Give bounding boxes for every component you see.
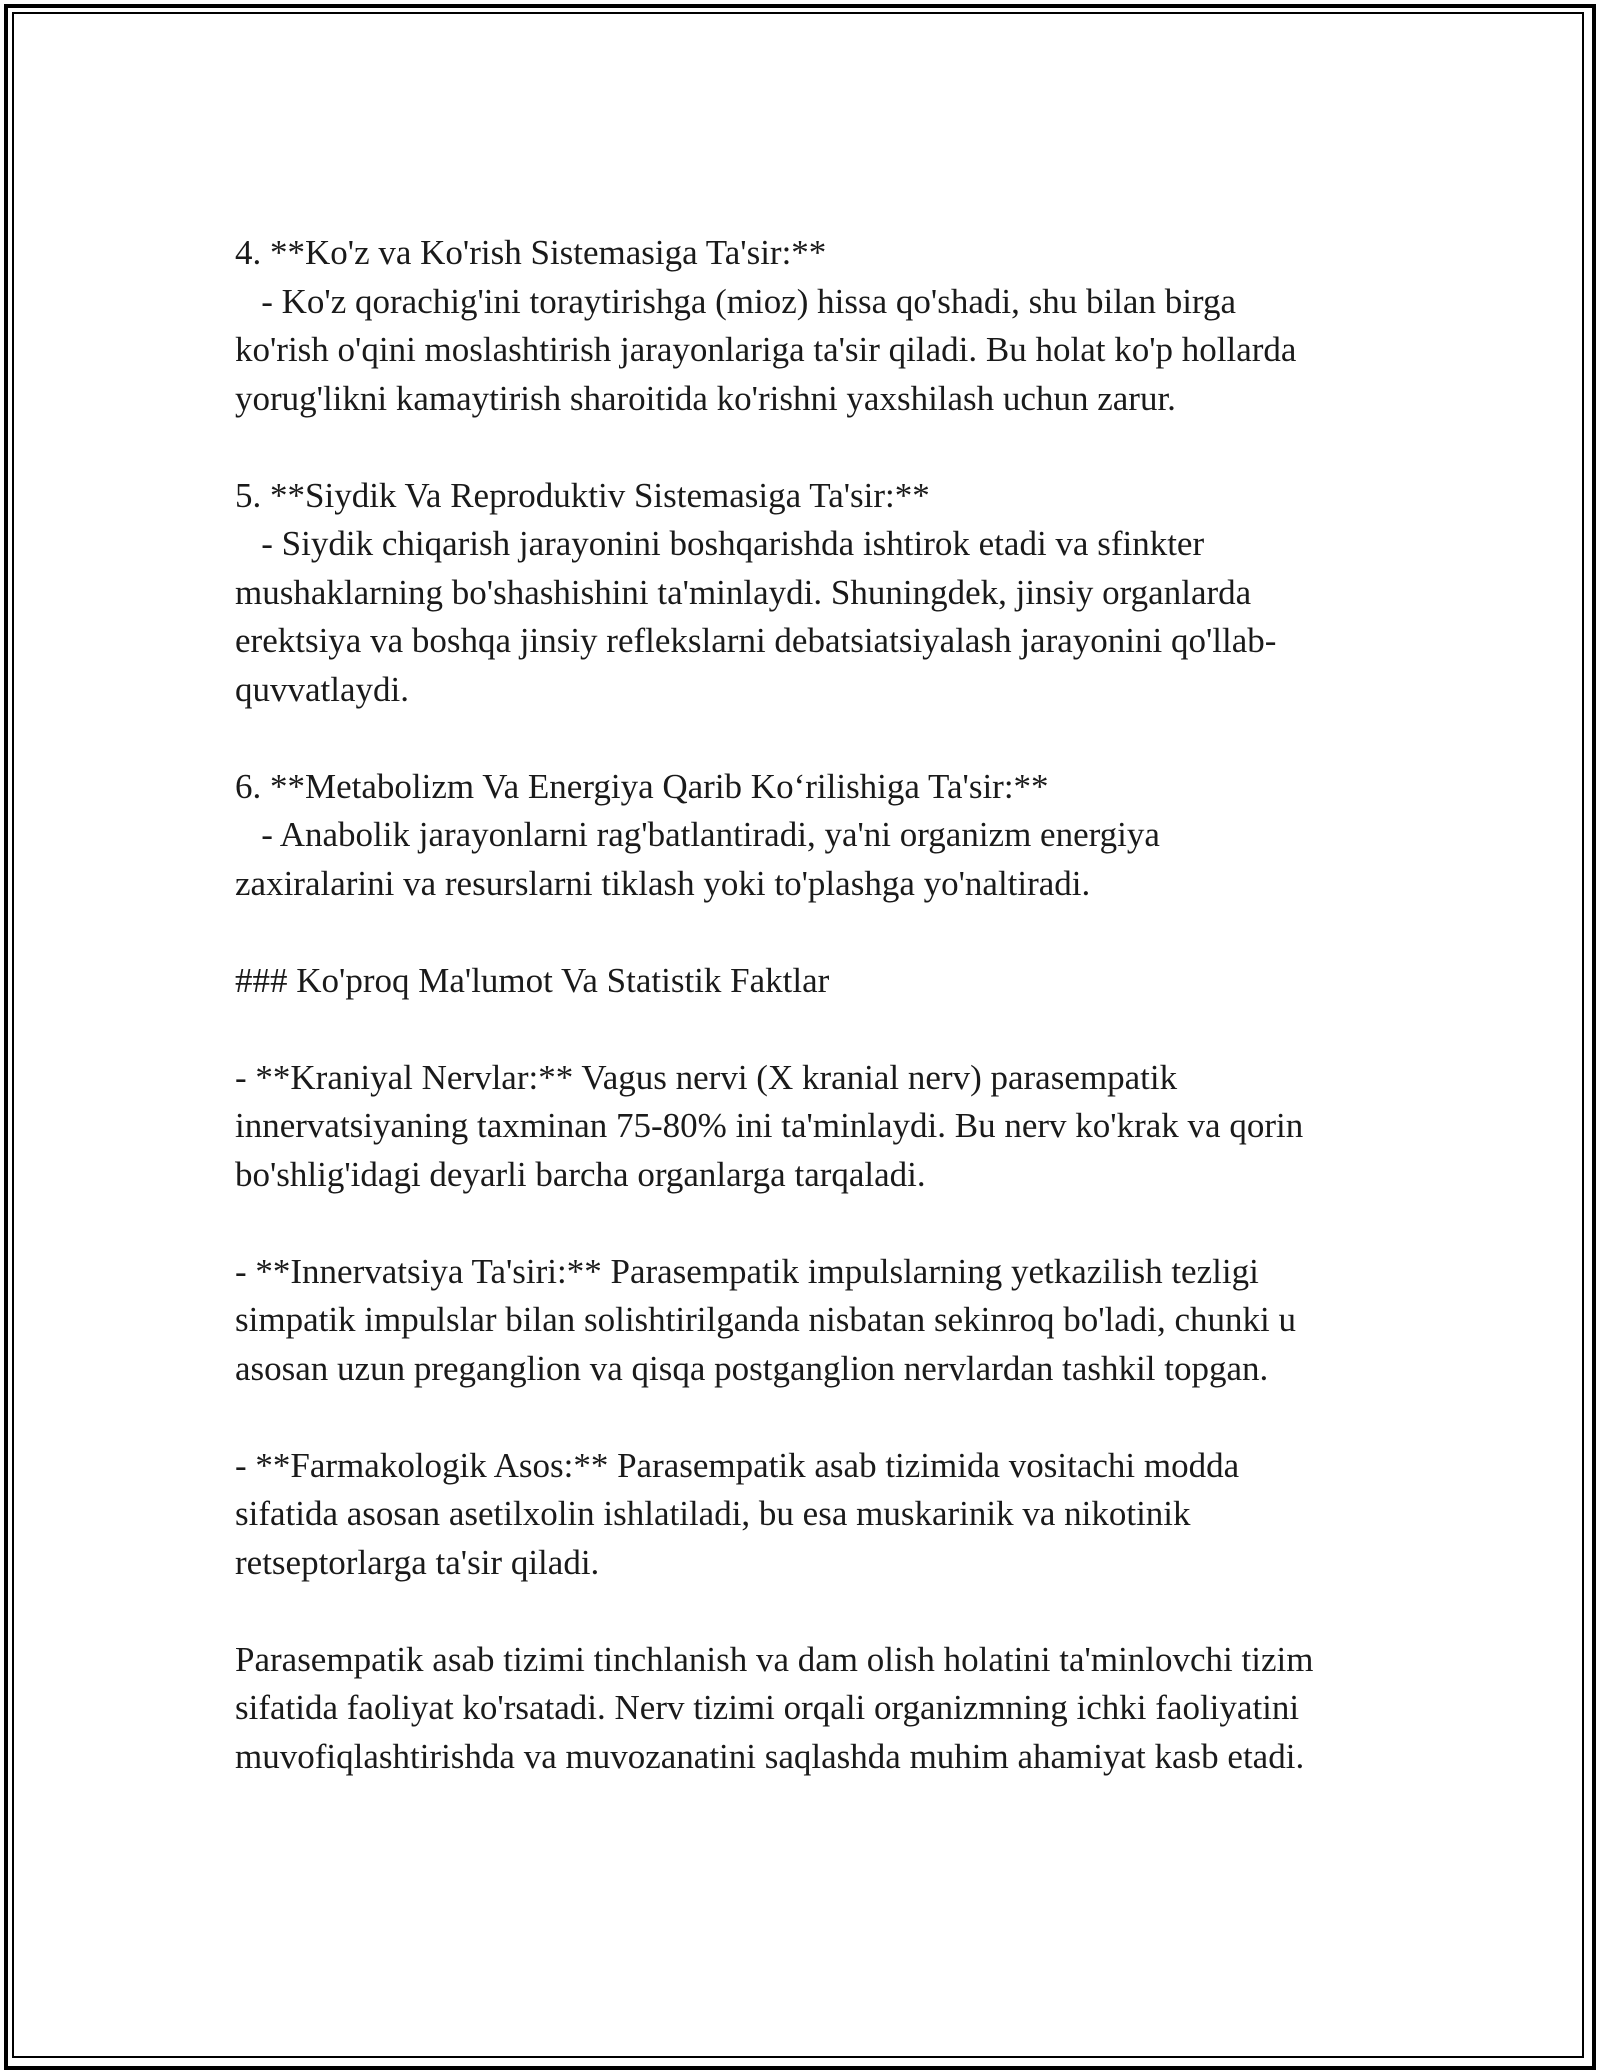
- list-item-line: - **Innervatsiya Ta'siri:** Parasempatik impulslarning yetkazilish tezligi: [235, 1251, 1259, 1291]
- paragraph-line: - Siydik chiqarish jarayonini boshqarishda ishtirok etadi va sfinkter: [235, 524, 1205, 563]
- section-metabolism: [235, 763, 1375, 909]
- subheading: ### Ko'proq Ma'lumot Va Statistik Faktlar: [235, 960, 830, 1000]
- list-item-line: innervatsiyaning taxminan 75-80% ini ta'minlaydi. Bu nerv ko'krak va qorin: [235, 1106, 1304, 1145]
- paragraph-line: - Ko'z qorachig'ini toraytirishga (mioz) hissa qo'shadi, shu bilan birga: [235, 281, 1236, 321]
- section-eye-effect: [235, 229, 1375, 423]
- section-heading: 6. **Metabolizm Va Energiya Qarib Ko‘rilishiga Ta'sir:**: [235, 766, 1049, 806]
- paragraph-line: ko'rish o'qini moslashtirish jarayonlariga ta'sir qiladi. Bu holat ko'p hollarda: [235, 330, 1297, 369]
- section-more-info-heading: [235, 957, 1375, 1006]
- paragraph-line: muvofiqlashtirishda va muvozanatini saqlashda muhim ahamiyat kasb etadi.: [235, 1736, 1305, 1776]
- paragraph-line: mushaklarning bo'shashishini ta'minlaydi. Shuningdek, jinsiy organlarda: [235, 572, 1252, 612]
- paragraph-line: yorug'likni kamaytirish sharoitida ko'rishni yaxshilash uchun zarur.: [235, 378, 1176, 418]
- fact-cranial-nerves: [235, 1054, 1375, 1200]
- section-heading: 4. **Ko'z va Ko'rish Sistemasiga Ta'sir:**: [235, 233, 827, 272]
- fact-pharmacology: [235, 1442, 1375, 1588]
- paragraph-line: Parasempatik asab tizimi tinchlanish va dam olish holatini ta'minlovchi tizim: [235, 1639, 1314, 1679]
- paragraph-line: erektsiya va boshqa jinsiy reflekslarni debatsiatsiyalash jarayonini qo'llab-: [235, 621, 1277, 660]
- section-heading: 5. **Siydik Va Reproduktiv Sistemasiga Ta'sir:**: [235, 475, 930, 515]
- list-item-line: asosan uzun preganglion va qisqa postganglion nervlardan tashkil topgan.: [235, 1348, 1269, 1388]
- list-item-line: simpatik impulslar bilan solishtirilganda nisbatan sekinroq bo'ladi, chunki u: [235, 1300, 1297, 1339]
- list-item-line: retseptorlarga ta'sir qiladi.: [235, 1542, 600, 1582]
- paragraph-line: sifatida faoliyat ko'rsatadi. Nerv tizimi orqali organizmning ichki faoliyatini: [235, 1688, 1300, 1727]
- section-urinary-reproductive: [235, 472, 1375, 715]
- paragraph-line: zaxiralarini va resurslarni tiklash yoki to'plashga yo'naltiradi.: [235, 863, 1091, 903]
- conclusion-paragraph: [235, 1636, 1375, 1782]
- list-item-line: sifatida asosan asetilxolin ishlatiladi, bu esa muskarinik va nikotinik: [235, 1494, 1191, 1533]
- list-item-line: bo'shlig'idagi deyarli barcha organlarga tarqaladi.: [235, 1154, 926, 1194]
- list-item-line: - **Kraniyal Nervlar:** Vagus nervi (X kranial nerv) parasempatik: [235, 1057, 1178, 1097]
- paragraph-line: quvvatlaydi.: [235, 669, 409, 709]
- list-item-line: - **Farmakologik Asos:** Parasempatik asab tizimida vositachi modda: [235, 1445, 1240, 1485]
- fact-innervation: [235, 1248, 1375, 1394]
- document-body: [235, 229, 1375, 1830]
- paragraph-line: - Anabolik jarayonlarni rag'batlantiradi, ya'ni organizm energiya: [235, 815, 1160, 854]
